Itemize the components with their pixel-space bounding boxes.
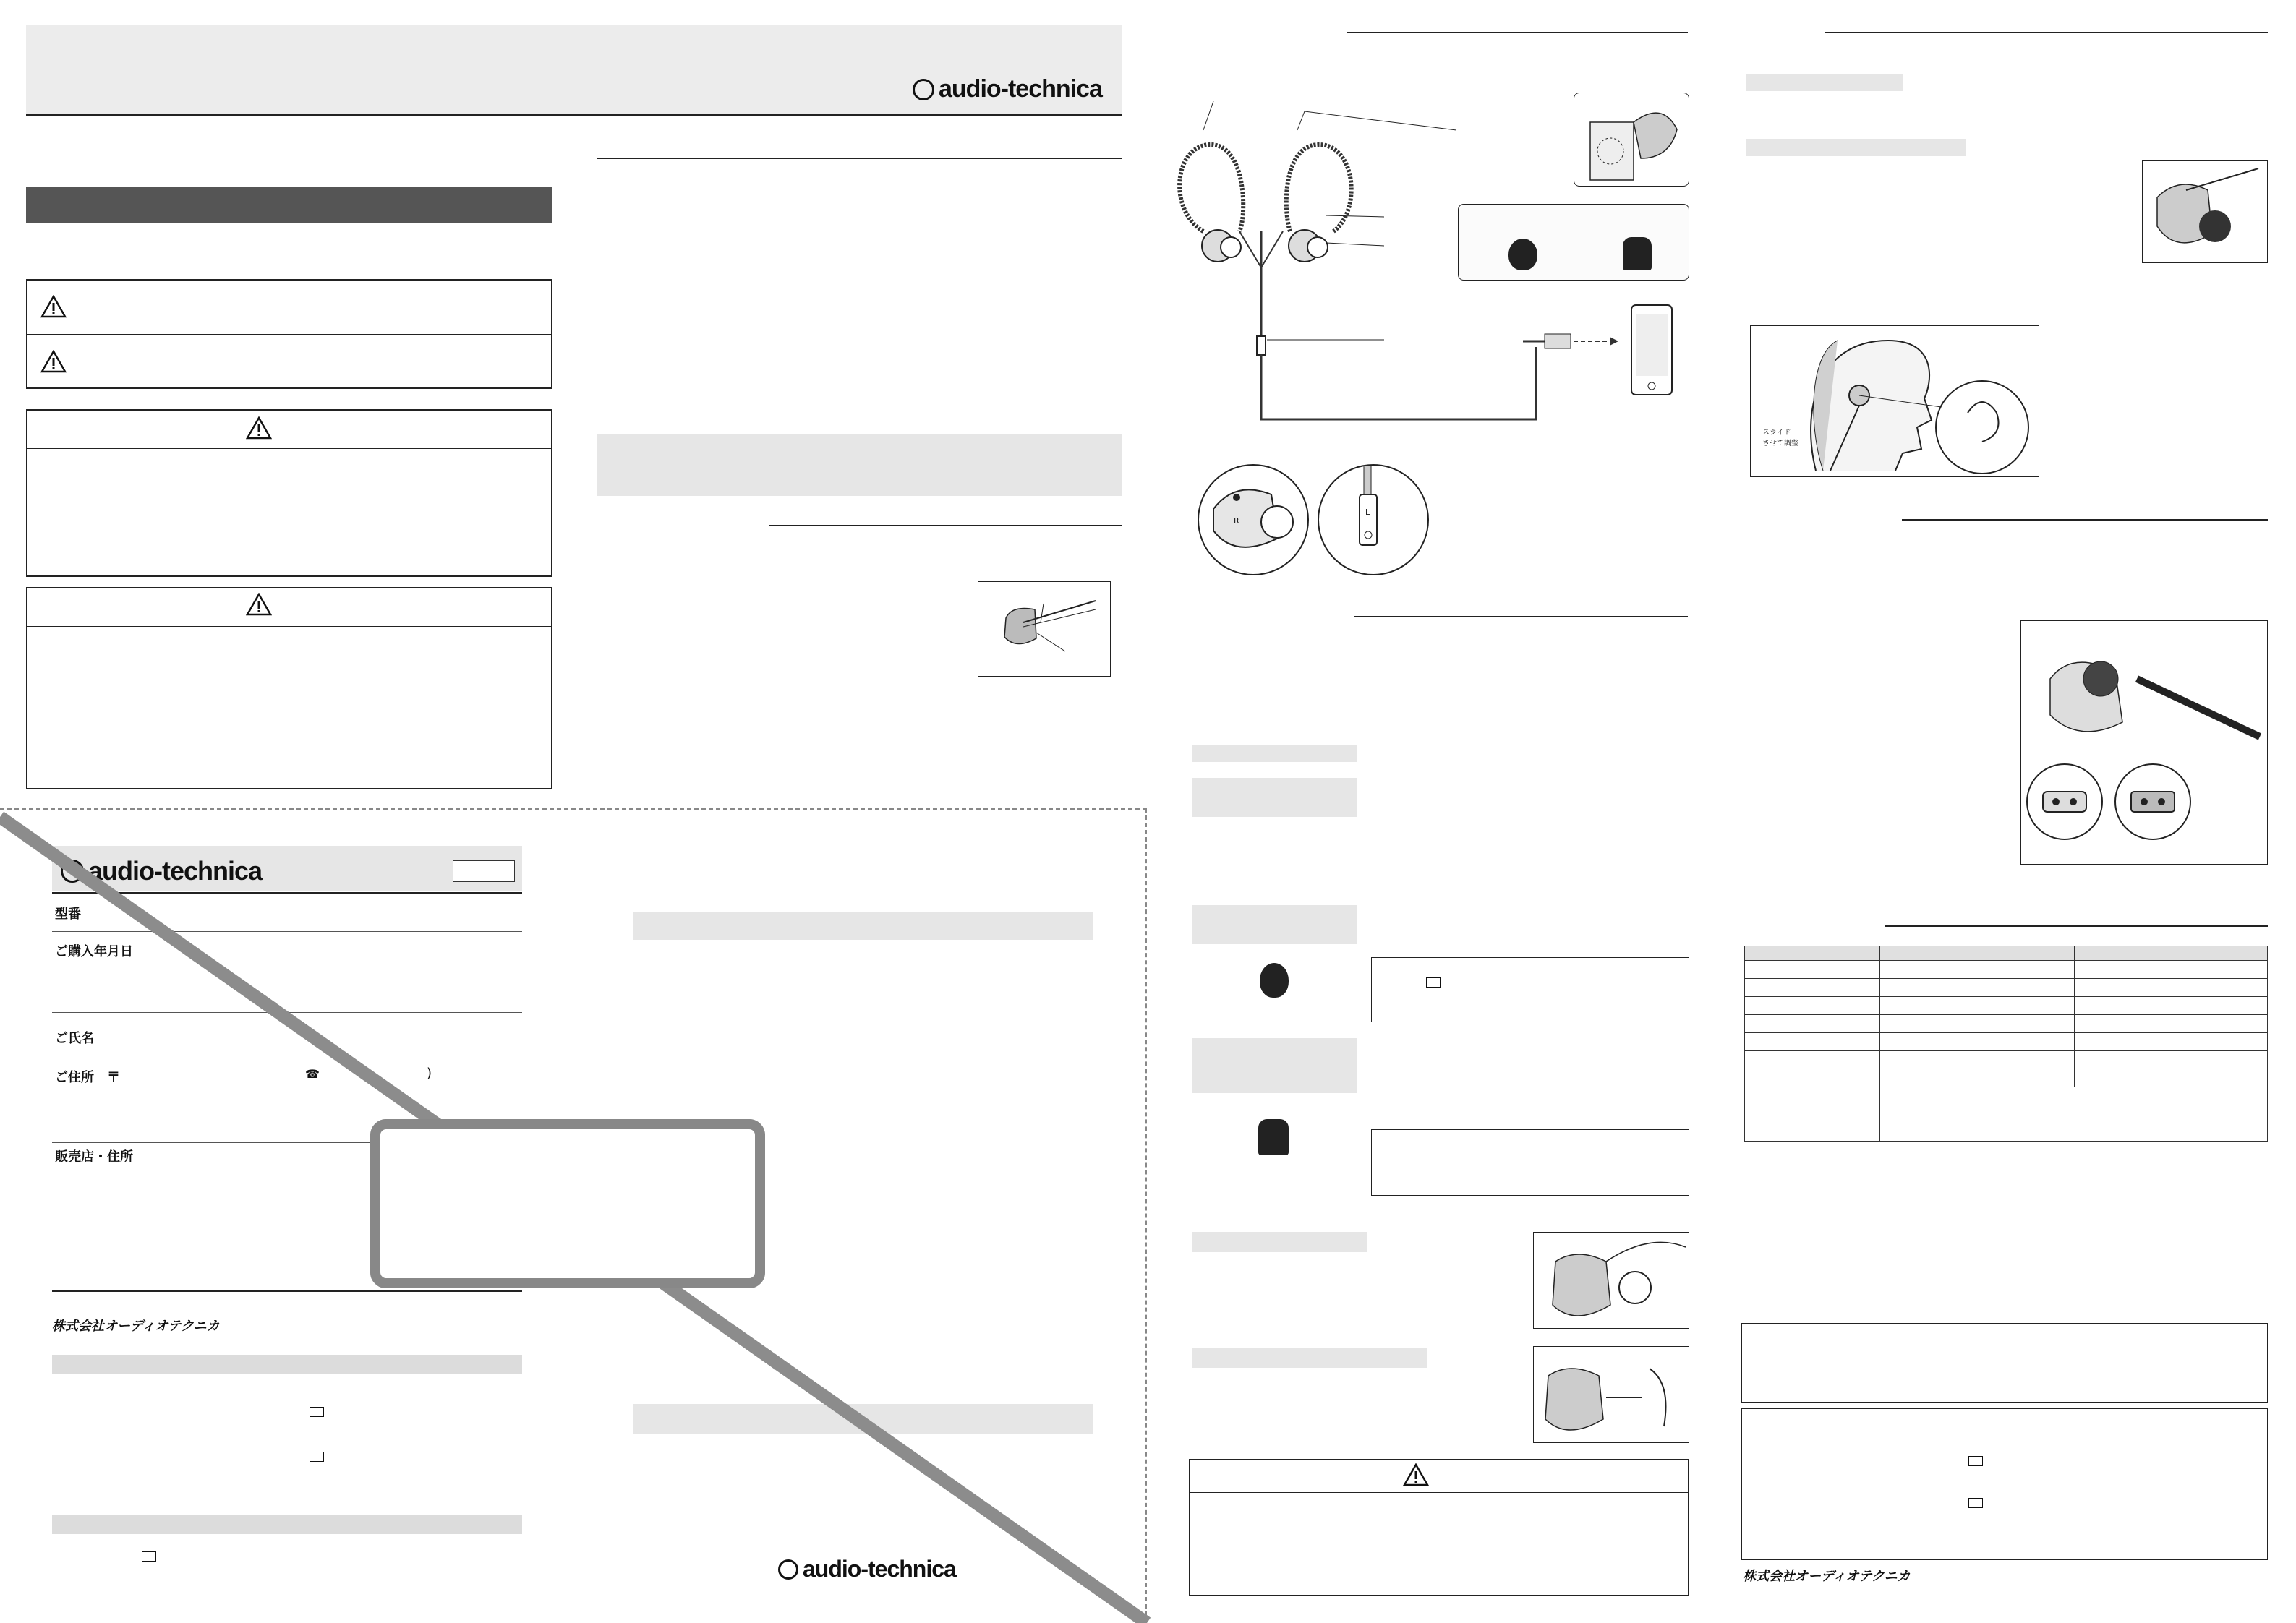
note-band bbox=[597, 434, 1122, 496]
subheading-band bbox=[1192, 1038, 1357, 1093]
subheading-band bbox=[1746, 139, 1966, 156]
brand-logo-text: audio-technica bbox=[939, 75, 1102, 103]
dealer-stamp-box-front bbox=[370, 1119, 765, 1288]
section-rule bbox=[1885, 925, 2268, 927]
divider bbox=[26, 334, 552, 335]
ear-piece-icon bbox=[1199, 466, 1307, 574]
eartip-remove-illustration bbox=[1533, 1346, 1689, 1443]
section-title-bar bbox=[26, 187, 552, 223]
subheading-band bbox=[1192, 778, 1357, 817]
subheading-band bbox=[1192, 905, 1357, 944]
eartip-attach-illustration bbox=[1533, 1232, 1689, 1329]
audio-technica-logo-icon bbox=[913, 79, 934, 100]
smartphone-icon bbox=[1516, 296, 1689, 398]
warranty-field-address: ご住所 〒 bbox=[55, 1070, 120, 1085]
table-row bbox=[1745, 997, 2268, 1015]
warning-triangle-icon bbox=[40, 350, 67, 373]
subheading-band bbox=[1192, 1232, 1367, 1252]
eartip-types-box bbox=[1458, 204, 1689, 281]
warranty-field-name: ご氏名 bbox=[55, 1031, 94, 1046]
head-wearing-icon bbox=[1751, 326, 2039, 476]
table-row bbox=[1745, 1015, 2268, 1033]
eartip-note-box bbox=[1371, 957, 1689, 1022]
section-rule bbox=[1354, 616, 1688, 617]
eartip-foam-icon bbox=[1623, 237, 1652, 270]
divider bbox=[26, 448, 552, 449]
eartip-storage-illustration bbox=[1574, 93, 1689, 187]
section-rule bbox=[769, 525, 1122, 526]
warning-triangle-icon bbox=[246, 593, 272, 616]
table-row bbox=[1745, 1069, 2268, 1087]
right-ear-closeup bbox=[1198, 464, 1309, 575]
brand-logo-top bbox=[913, 75, 1102, 103]
section-rule bbox=[597, 158, 1122, 159]
table-row bbox=[1745, 1105, 2268, 1123]
phone-number-icon bbox=[1426, 977, 1441, 988]
table-row bbox=[1745, 979, 2268, 997]
warranty-field-model: 型番 bbox=[55, 907, 81, 922]
table-row bbox=[1745, 961, 2268, 979]
section-rule bbox=[1347, 32, 1688, 33]
table-header-row bbox=[1745, 946, 2268, 961]
eartip-round-icon bbox=[1508, 239, 1537, 270]
table-row bbox=[1745, 1123, 2268, 1142]
cable-connector-icon bbox=[2021, 621, 2267, 864]
address-paren: ) bbox=[427, 1066, 432, 1081]
section-rule bbox=[1825, 32, 2268, 33]
divider bbox=[1189, 1492, 1689, 1493]
table-row bbox=[1745, 1051, 2268, 1069]
table-row bbox=[1745, 1033, 2268, 1051]
wearing-illustration bbox=[1750, 325, 2039, 477]
warning-triangle-icon bbox=[246, 416, 272, 440]
earpiece-cable-icon bbox=[978, 582, 1110, 676]
section-rule bbox=[1902, 519, 2268, 521]
cable-illustration bbox=[978, 581, 1111, 677]
right-ear-mark: R bbox=[1234, 516, 1239, 526]
caution-box bbox=[26, 587, 552, 789]
cable-connect-illustration bbox=[2020, 620, 2268, 865]
danger-box bbox=[26, 409, 552, 577]
earphone-insert-icon bbox=[2143, 161, 2267, 262]
company-name: 株式会社オーディオテクニカ bbox=[52, 1319, 220, 1334]
warning-triangle-icon bbox=[40, 295, 67, 318]
table-row bbox=[1745, 1087, 2268, 1105]
eartip-remove-icon bbox=[1534, 1347, 1689, 1442]
earphone-insert-illustration bbox=[2142, 160, 2268, 263]
subheading-band bbox=[1746, 74, 1903, 91]
left-plug-closeup bbox=[1318, 464, 1429, 575]
eartip-attach-icon bbox=[1534, 1233, 1689, 1328]
eartip-note-box bbox=[1371, 1129, 1689, 1196]
cable-plug-icon bbox=[1319, 466, 1427, 574]
subheading-band bbox=[1192, 745, 1357, 762]
specifications-table bbox=[1744, 946, 2268, 1142]
warranty-field-dealer: 販売店・住所 bbox=[55, 1149, 133, 1165]
eartip-foam-icon bbox=[1258, 1119, 1289, 1155]
header-underline bbox=[26, 114, 1122, 116]
left-ear-mark: L bbox=[1365, 508, 1370, 517]
phone-icon: ☎ bbox=[305, 1067, 320, 1081]
caution-box bbox=[1189, 1459, 1689, 1596]
notice-box bbox=[1741, 1323, 2268, 1403]
eartip-holder-icon bbox=[1574, 93, 1689, 186]
eartip-round-icon bbox=[1260, 963, 1289, 998]
subheading-band bbox=[1192, 1348, 1427, 1368]
company-name: 株式会社オーディオテクニカ bbox=[1743, 1569, 1911, 1584]
phone-number-icon bbox=[1968, 1498, 1983, 1508]
brand-logo-text: audio-technica bbox=[88, 856, 263, 886]
warranty-field-purchase-date: ご購入年月日 bbox=[55, 944, 133, 959]
warning-triangle-icon bbox=[1403, 1463, 1429, 1486]
contact-box bbox=[1741, 1408, 2268, 1560]
fit-adjust-label: スライド させて調整 bbox=[1762, 429, 1798, 447]
phone-number-icon bbox=[1968, 1456, 1983, 1466]
brand-logo-text: audio-technica bbox=[803, 1556, 956, 1582]
divider bbox=[26, 626, 552, 627]
